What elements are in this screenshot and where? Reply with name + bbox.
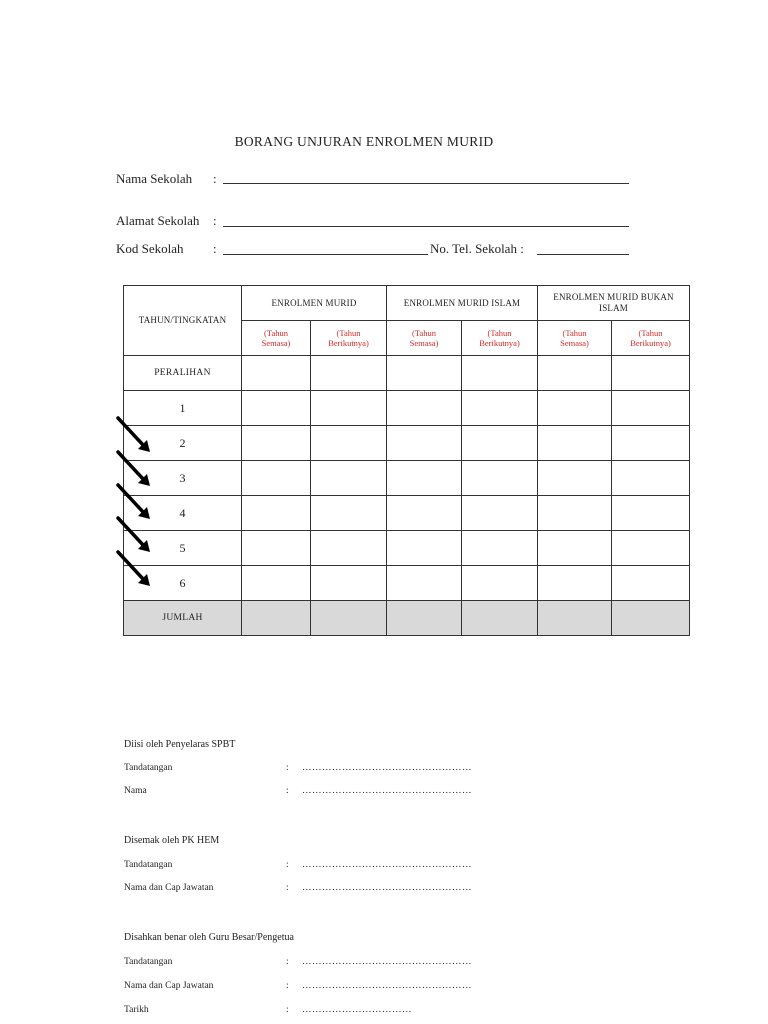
data-cell[interactable] — [462, 391, 538, 426]
data-cell[interactable] — [242, 566, 311, 601]
data-cell[interactable] — [538, 426, 612, 461]
data-cell[interactable] — [311, 391, 387, 426]
data-cell[interactable] — [242, 391, 311, 426]
date-field[interactable]: …………………………… — [302, 1005, 412, 1015]
name-stamp-field[interactable]: …………………………………………… — [302, 981, 472, 991]
data-cell[interactable] — [387, 496, 462, 531]
section-heading-guru-besar: Disahkan benar oleh Guru Besar/Pengetua — [124, 932, 294, 943]
data-cell[interactable] — [462, 461, 538, 496]
signature-label: Tandatangan — [124, 860, 173, 870]
data-cell[interactable] — [538, 496, 612, 531]
data-cell[interactable] — [462, 356, 538, 391]
name-stamp-field[interactable]: …………………………………………… — [302, 883, 472, 893]
table-row — [124, 426, 690, 461]
data-cell[interactable] — [311, 426, 387, 461]
data-cell[interactable] — [462, 531, 538, 566]
row-label: 6 — [124, 566, 242, 601]
enrolment-table — [123, 285, 690, 636]
data-cell[interactable] — [387, 391, 462, 426]
nama-sekolah-label: Nama Sekolah — [116, 171, 193, 186]
data-cell[interactable] — [311, 531, 387, 566]
section-heading-penyelaras: Diisi oleh Penyelaras SPBT — [124, 739, 236, 750]
total-cell[interactable] — [387, 601, 462, 636]
table-row — [124, 566, 690, 601]
row-label: PERALIHAN — [124, 356, 242, 391]
data-cell[interactable] — [311, 461, 387, 496]
data-cell[interactable] — [311, 496, 387, 531]
table-row — [124, 496, 690, 531]
alamat-sekolah-field[interactable] — [223, 226, 629, 227]
data-cell[interactable] — [242, 356, 311, 391]
alamat-sekolah-label: Alamat Sekolah — [116, 213, 200, 228]
date-label: Tarikh — [124, 1005, 149, 1015]
data-cell[interactable] — [612, 426, 690, 461]
data-cell[interactable] — [538, 566, 612, 601]
total-cell[interactable] — [242, 601, 311, 636]
colon: : — [286, 883, 289, 893]
data-cell[interactable] — [242, 531, 311, 566]
sub-header-current: (Tahun Semasa) — [387, 321, 462, 356]
no-tel-label: No. Tel. Sekolah : — [430, 241, 524, 256]
name-label: Nama — [124, 786, 147, 796]
data-cell[interactable] — [311, 356, 387, 391]
data-cell[interactable] — [387, 426, 462, 461]
table-row — [124, 531, 690, 566]
form-title: BORANG UNJURAN ENROLMEN MURID — [234, 134, 494, 149]
row-label: 3 — [124, 461, 242, 496]
data-cell[interactable] — [311, 566, 387, 601]
data-cell[interactable] — [612, 356, 690, 391]
total-label: JUMLAH — [124, 601, 242, 636]
nama-sekolah-field[interactable] — [223, 183, 629, 184]
total-cell[interactable] — [538, 601, 612, 636]
data-cell[interactable] — [612, 496, 690, 531]
table-row — [124, 391, 690, 426]
data-cell[interactable] — [612, 391, 690, 426]
data-cell[interactable] — [462, 426, 538, 461]
data-cell[interactable] — [612, 461, 690, 496]
data-cell[interactable] — [387, 531, 462, 566]
sub-header-current: (Tahun Semasa) — [538, 321, 612, 356]
table-row — [124, 356, 690, 391]
name-stamp-label: Nama dan Cap Jawatan — [124, 883, 214, 893]
group-header-islam: ENROLMEN MURID ISLAM — [387, 286, 538, 321]
total-cell[interactable] — [462, 601, 538, 636]
total-cell[interactable] — [612, 601, 690, 636]
data-cell[interactable] — [538, 461, 612, 496]
colon: : — [286, 1005, 289, 1015]
data-cell[interactable] — [387, 566, 462, 601]
data-cell[interactable] — [387, 356, 462, 391]
data-cell[interactable] — [242, 426, 311, 461]
total-row — [124, 601, 690, 636]
data-cell[interactable] — [538, 531, 612, 566]
row-label: 5 — [124, 531, 242, 566]
sub-header-current: (Tahun Semasa) — [242, 321, 311, 356]
sub-header-next: (Tahun Berikutnya) — [612, 321, 690, 356]
name-stamp-label: Nama dan Cap Jawatan — [124, 981, 214, 991]
colon: : — [286, 957, 289, 967]
colon: : — [213, 213, 217, 228]
colon: : — [213, 241, 217, 256]
signature-label: Tandatangan — [124, 763, 173, 773]
kod-sekolah-field[interactable] — [223, 254, 428, 255]
signature-field[interactable]: …………………………………………… — [302, 763, 472, 773]
sub-header-next: (Tahun Berikutnya) — [311, 321, 387, 356]
table-row — [124, 461, 690, 496]
sub-header-next: (Tahun Berikutnya) — [462, 321, 538, 356]
data-cell[interactable] — [538, 391, 612, 426]
data-cell[interactable] — [462, 566, 538, 601]
section-heading-pk-hem: Disemak oleh PK HEM — [124, 835, 220, 846]
kod-sekolah-label: Kod Sekolah — [116, 241, 184, 256]
data-cell[interactable] — [242, 461, 311, 496]
signature-field[interactable]: …………………………………………… — [302, 860, 472, 870]
colon: : — [286, 786, 289, 796]
data-cell[interactable] — [538, 356, 612, 391]
row-label: 1 — [124, 391, 242, 426]
group-header-bukan-islam: ENROLMEN MURID BUKAN ISLAM — [538, 286, 690, 321]
total-cell[interactable] — [311, 601, 387, 636]
data-cell[interactable] — [612, 531, 690, 566]
data-cell[interactable] — [242, 496, 311, 531]
data-cell[interactable] — [462, 496, 538, 531]
row-label: 4 — [124, 496, 242, 531]
signature-field[interactable]: …………………………………………… — [302, 957, 472, 967]
name-field[interactable]: …………………………………………… — [302, 786, 472, 796]
colon: : — [213, 171, 217, 186]
colon: : — [286, 860, 289, 870]
no-tel-field[interactable] — [537, 254, 629, 255]
colon: : — [286, 763, 289, 773]
group-header-enrolmen: ENROLMEN MURID — [242, 286, 387, 321]
row-label: 2 — [124, 426, 242, 461]
arrow-down-right-icon — [112, 548, 156, 590]
data-cell[interactable] — [612, 566, 690, 601]
row-header-cell: TAHUN/TINGKATAN — [124, 286, 242, 356]
data-cell[interactable] — [387, 461, 462, 496]
signature-label: Tandatangan — [124, 957, 173, 967]
colon: : — [286, 981, 289, 991]
